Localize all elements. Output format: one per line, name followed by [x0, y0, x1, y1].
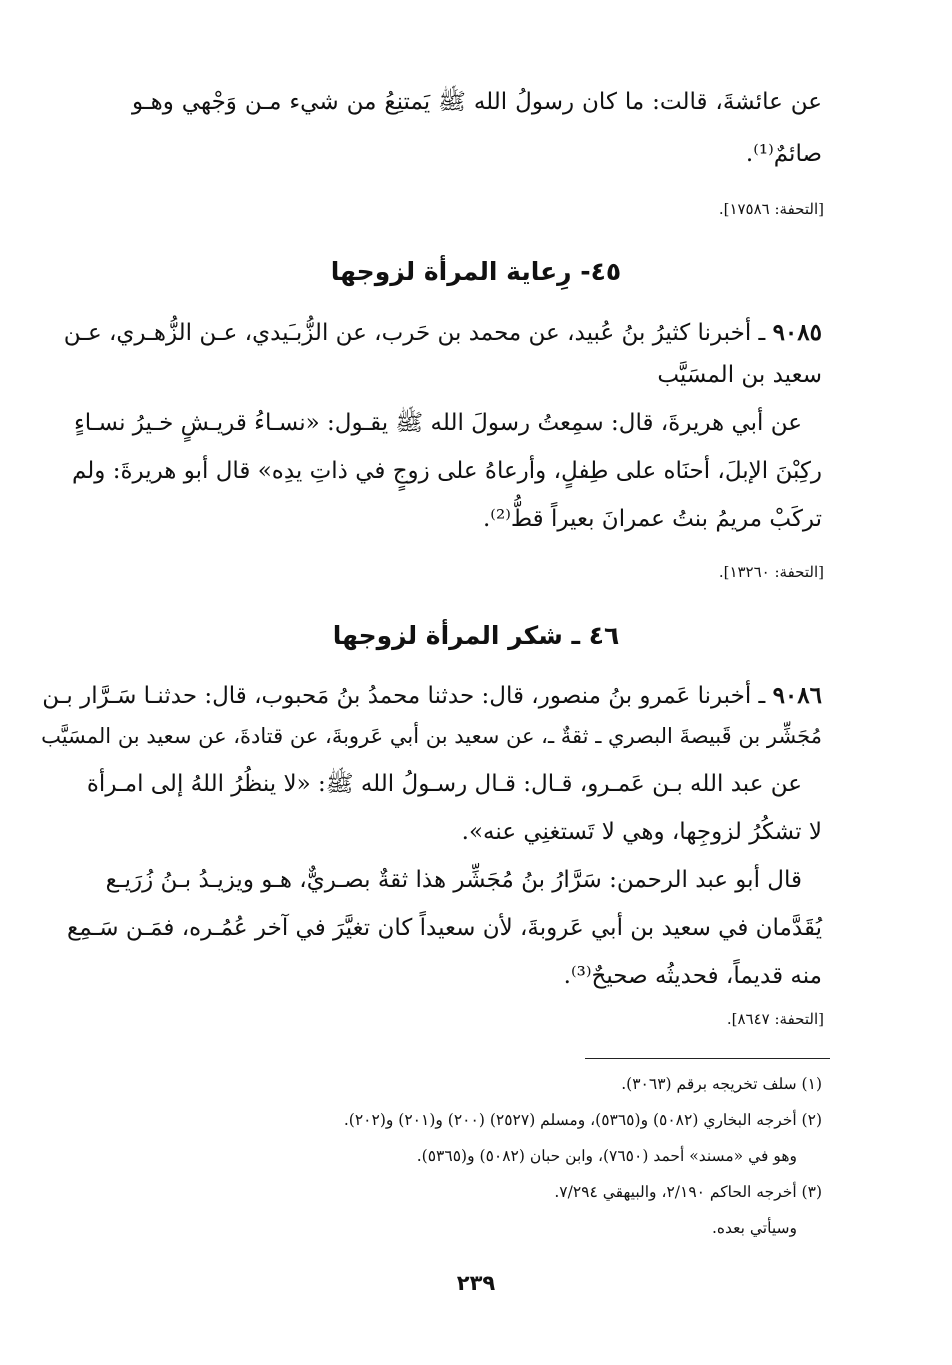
body-line: لا تشكُرُ لزوجِها، وهي لا تَستغنِي عنه».	[461, 819, 822, 845]
hadith-chain-line	[63, 313, 822, 353]
hadith-chain-text: ـ أخبرنا كثيرُ بنُ عُبيد، عن محمد بن حَرب، عن الزُّبـَيدي، عـن الزُّهـري، عـن	[63, 320, 766, 346]
tuhfa-reference: [التحفة: ١٣٢٦٠].	[718, 563, 824, 581]
footnote: وهو في «مسند» أحمد (٧٦٥٠)، وابن حبان (٥٠٨٢) و(٥٣٦٥).	[416, 1147, 797, 1165]
tuhfa-reference: [التحفة: ١٧٥٨٦].	[718, 200, 824, 218]
body-line: عن عبد الله بـن عَمـرو، قـال: قـال رسـولُ الله ﷺ: «لا ينظُرُ اللهُ إلى امـرأة	[86, 771, 802, 797]
footnote: (٢) أخرجه البخاري (٥٠٨٢) و(٥٣٦٥)، ومسلم (٢٥٢٧) (٢٠٠) و(٢٠١) و(٢٠٢).	[343, 1111, 822, 1129]
body-line: يُقَدَّمان في سعيد بن أبي عَروبةَ، لأن سعيداً كان تغيَّرَ في آخر عُمُـره، فمَـن سَـمِع	[66, 915, 822, 941]
footnote: (٣) أخرجه الحاكم ٢/١٩٠، والبيهقي ٧/٢٩٤.	[554, 1183, 822, 1201]
footnote-separator	[585, 1058, 830, 1059]
hadith-number: ٩٠٨٦	[772, 682, 822, 709]
page-number: ٢٣٩	[456, 1271, 496, 1295]
hadith-chain-line	[42, 676, 822, 716]
chapter-heading: ٤٦ ـ شكر المرأة لزوجها	[332, 621, 620, 650]
body-line: قال أبو عبد الرحمن: سَرَّارُ بنُ مُجَشِّر هذا ثقةٌ بصـريٌّ، هـو ويزيـدُ بـنُ زُرَيـع	[105, 867, 802, 893]
footnote: وسيأتي بعده.	[711, 1219, 797, 1237]
footnote: (١) سلف تخريجه برقم (٣٠٦٣).	[621, 1075, 822, 1093]
hadith-number: ٩٠٨٥	[772, 319, 822, 346]
body-line: ركِبْنَ الإبلَ، أحنَاه على طِفلٍ، وأرعاهُ على زوجٍ في ذاتِ يدِه» قال أبو هريرةَ: ولم	[71, 458, 822, 484]
body-line: عن أبي هريرةَ، قال: سمِعتُ رسولَ الله ﷺ يقـول: «نسـاءُ قريـشٍ خـيرُ نسـاءٍ	[73, 410, 802, 436]
body-line: عن عائشةَ، قالت: ما كان رسولُ الله ﷺ يَمتنِعُ من شيء مـن وَجْهي وهـو	[132, 89, 822, 115]
body-line: سعيد بن المسَيَّب	[657, 362, 822, 388]
body-line: صائمٌ⁽¹⁾.	[745, 141, 822, 167]
tuhfa-reference: [التحفة: ٨٦٤٧].	[726, 1010, 824, 1028]
body-line: تركَبْ مريمُ بنتُ عمرانَ بعيراً قطُّ⁽²⁾.	[482, 506, 822, 532]
body-line: مُجَشِّر بن قَبيصةَ البصري ـ ثقةٌ ـ، عن سعيد بن أبي عَروبةَ، عن قتادةَ، عن سعيد بن المسَيَّب	[41, 724, 822, 748]
hadith-chain-text: ـ أخبرنا عَمرو بنُ منصور، قال: حدثنا محمدُ بنُ مَحبوب، قال: حدثنـا سَـرَّار بـن	[42, 683, 766, 709]
body-line: منه قديماً، فحديثُه صحيحٌ⁽³⁾.	[563, 963, 822, 989]
chapter-heading: ٤٥- رِعاية المرأة لزوجها	[330, 257, 622, 286]
